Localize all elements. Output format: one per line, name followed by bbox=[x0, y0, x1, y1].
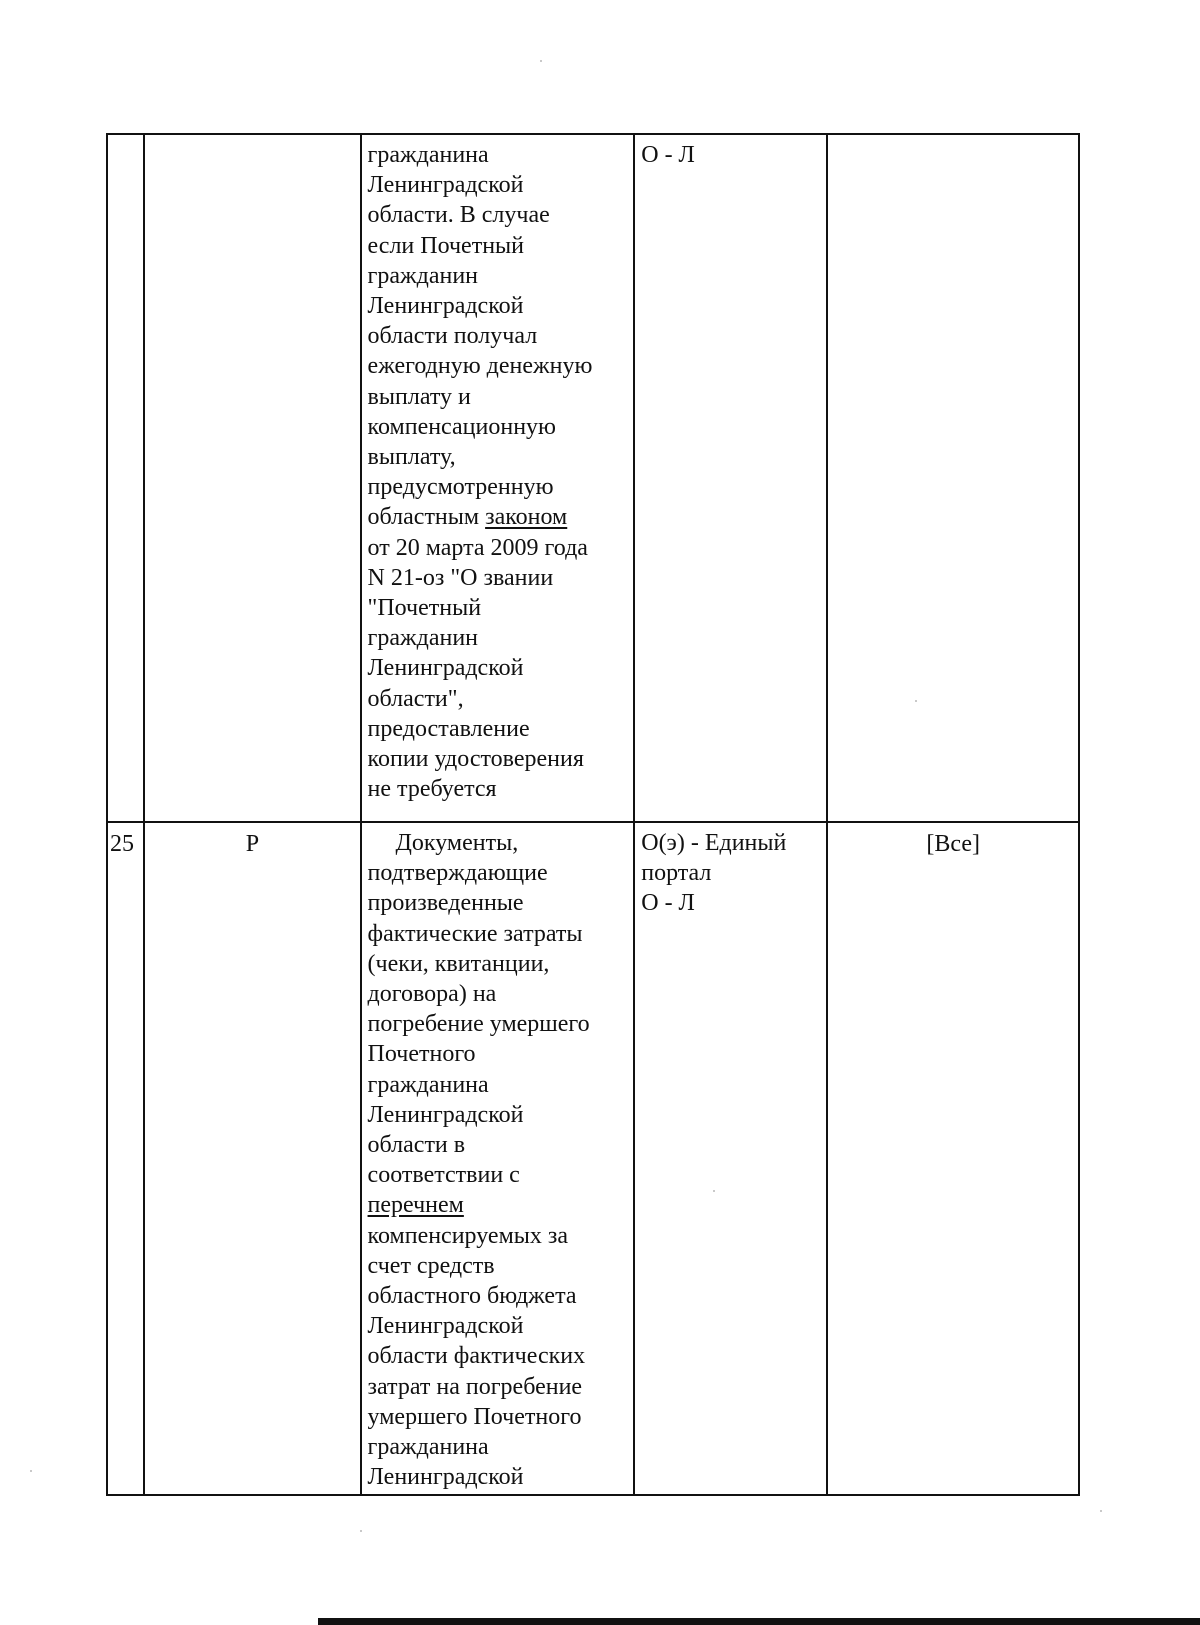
document-line: погребение умершего bbox=[367, 1011, 590, 1038]
document-line: договора) на bbox=[367, 981, 497, 1008]
document-line: области", bbox=[367, 685, 464, 712]
submission-method: О - Л bbox=[641, 142, 695, 168]
document-line: гражданина bbox=[367, 1071, 489, 1098]
document-line: Ленинградской bbox=[367, 172, 524, 199]
document-line: выплату, bbox=[367, 444, 456, 471]
scan-speck bbox=[1100, 1510, 1102, 1512]
row-number: 25 bbox=[110, 831, 134, 857]
document-line: области фактических bbox=[367, 1343, 586, 1370]
document-line-text: областным bbox=[367, 504, 486, 531]
table-row bbox=[107, 134, 1079, 822]
submission-method: О(э) - Единый bbox=[641, 830, 787, 856]
document-line: области. В случае bbox=[367, 202, 550, 229]
document-line: Ленинградской bbox=[367, 1313, 524, 1340]
document-line: гражданина bbox=[367, 1434, 489, 1461]
document-cell bbox=[361, 134, 635, 822]
document-line: N 21-оз "О звании bbox=[367, 564, 554, 591]
submission-method-cell bbox=[634, 822, 827, 1495]
table-row bbox=[107, 822, 1079, 1495]
document-line: подтверждающие bbox=[367, 860, 548, 887]
category-cell bbox=[827, 134, 1079, 822]
document-line-with-link bbox=[368, 502, 630, 532]
document-line: области получал bbox=[367, 323, 538, 350]
document-line: не требуется bbox=[367, 776, 497, 803]
document-line: компенсационную bbox=[367, 413, 556, 440]
document-line: Ленинградской bbox=[367, 1101, 524, 1128]
document-line: Ленинградской bbox=[367, 655, 524, 682]
document-line: "Почетный bbox=[367, 595, 482, 622]
category-cell bbox=[827, 822, 1079, 1495]
code-cell bbox=[144, 134, 360, 822]
law-link[interactable]: законом bbox=[485, 504, 568, 531]
row-number-cell bbox=[107, 134, 144, 822]
submission-method: портал bbox=[641, 860, 712, 887]
document-line: ежегодную денежную bbox=[367, 353, 593, 380]
document-cell bbox=[361, 822, 635, 1495]
scan-edge-line bbox=[318, 1618, 1200, 1625]
document-line: если Почетный bbox=[367, 232, 525, 259]
code-cell bbox=[144, 822, 360, 1495]
documents-table bbox=[106, 133, 1080, 1496]
document-line: Ленинградской bbox=[367, 293, 524, 320]
submission-method-cell bbox=[634, 134, 827, 822]
document-line: компенсируемых за bbox=[367, 1222, 569, 1249]
document-line: счет средств bbox=[367, 1252, 495, 1279]
document-line: от 20 марта 2009 года bbox=[367, 534, 588, 561]
scan-speck bbox=[360, 1530, 362, 1532]
document-line: Почетного bbox=[367, 1041, 476, 1068]
document-line: гражданина bbox=[367, 142, 489, 168]
document-line: выплату и bbox=[367, 383, 471, 410]
document-line: гражданин bbox=[367, 625, 479, 652]
document-line: Ленинградской bbox=[367, 1464, 524, 1491]
category: [Все] bbox=[926, 831, 980, 857]
document-line: предусмотренную bbox=[367, 474, 554, 501]
list-link[interactable]: перечнем bbox=[367, 1192, 464, 1219]
scan-speck bbox=[540, 60, 542, 62]
document-line: предоставление bbox=[367, 715, 530, 742]
scan-speck bbox=[30, 1470, 32, 1472]
document-line: произведенные bbox=[367, 890, 524, 917]
document-line: гражданин bbox=[367, 262, 479, 289]
document-line-with-link bbox=[368, 1190, 630, 1220]
document-line: областного бюджета bbox=[367, 1283, 577, 1310]
row-code: Р bbox=[245, 831, 260, 857]
document-line: соответствии с bbox=[367, 1162, 520, 1189]
row-number-cell bbox=[107, 822, 144, 1495]
submission-method: О - Л bbox=[641, 890, 695, 917]
document-line: умершего Почетного bbox=[367, 1403, 582, 1430]
document-line: затрат на погребение bbox=[367, 1373, 583, 1400]
document-line: (чеки, квитанции, bbox=[367, 950, 550, 977]
document-line: Документы, bbox=[395, 830, 519, 856]
document-line: фактические затраты bbox=[367, 920, 583, 947]
document-line: копии удостоверения bbox=[367, 746, 584, 773]
document-line: области в bbox=[367, 1132, 466, 1159]
